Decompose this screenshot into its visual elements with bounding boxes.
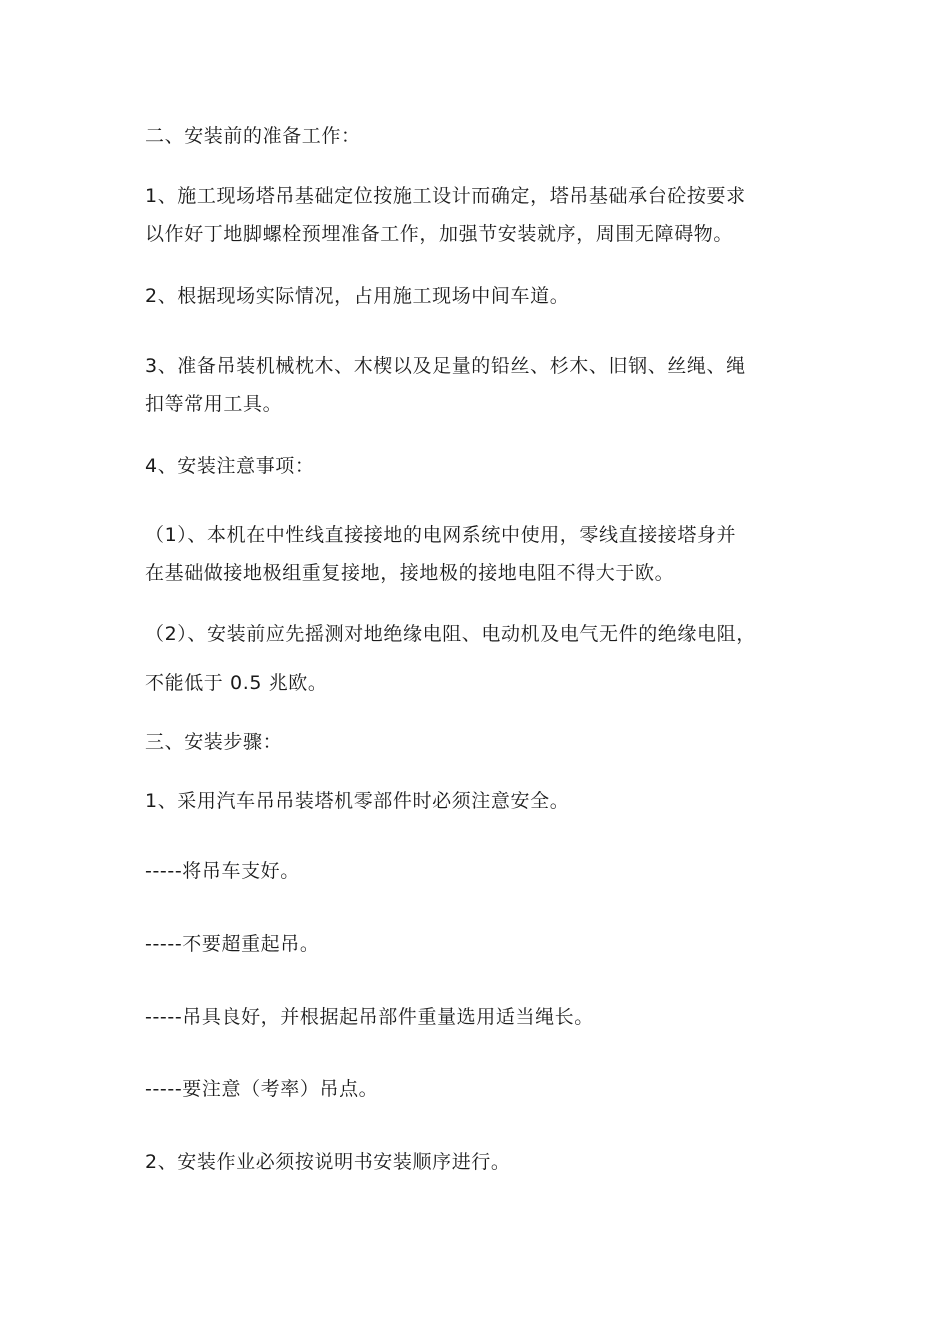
paragraph-line: 在基础做接地极组重复接地，接地极的接地电阻不得大于欧。: [145, 562, 675, 584]
list-item: -----将吊车支好。: [145, 860, 300, 882]
paragraph-line: 2、根据现场实际情况，占用施工现场中间车道。: [145, 285, 570, 307]
paragraph-line: 扣等常用工具。: [145, 393, 283, 415]
paragraph-line: （1）、本机在中性线直接接地的电网系统中使用，零线直接接塔身并: [145, 524, 737, 546]
paragraph-line: 1、采用汽车吊吊装塔机零部件时必须注意安全。: [145, 790, 570, 812]
paragraph-line: 不能低于 0.5 兆欧。: [145, 672, 328, 694]
list-item: -----不要超重起吊。: [145, 933, 320, 955]
section-heading-preparation: 二、安装前的准备工作：: [145, 125, 361, 147]
section-heading-steps: 三、安装步骤：: [145, 731, 283, 753]
paragraph-line: （2）、安装前应先摇测对地绝缘电阻、电动机及电气无件的绝缘电阻，: [145, 623, 756, 645]
paragraph-line: 1、施工现场塔吊基础定位按施工设计而确定，塔吊基础承台砼按要求: [145, 185, 746, 207]
list-item: -----要注意（考率）吊点。: [145, 1078, 379, 1100]
paragraph-line: 以作好丁地脚螺栓预埋准备工作，加强节安装就序，周围无障碍物。: [145, 223, 734, 245]
paragraph-line: 2、安装作业必须按说明书安装顺序进行。: [145, 1151, 511, 1173]
list-item: -----吊具良好，并根据起吊部件重量选用适当绳长。: [145, 1006, 594, 1028]
paragraph-line: 4、安装注意事项：: [145, 455, 315, 477]
paragraph-line: 3、准备吊装机械枕木、木楔以及足量的铅丝、杉木、旧钢、丝绳、绳: [145, 355, 746, 377]
